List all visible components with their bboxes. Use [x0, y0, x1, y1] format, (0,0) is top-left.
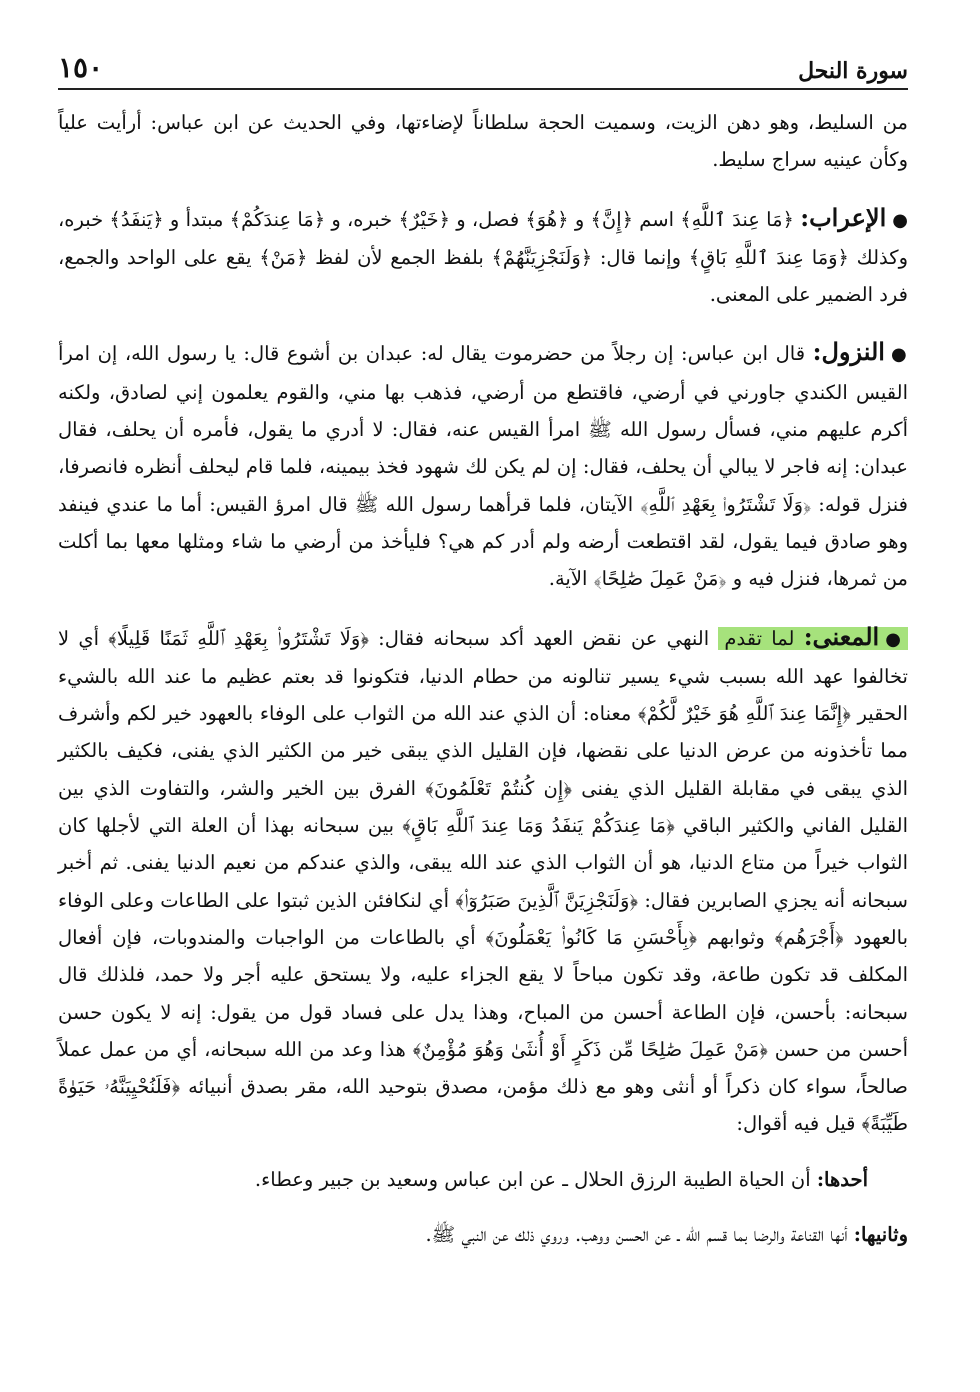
surah-title: سورة النحل [798, 58, 908, 84]
bullet-icon: ● [885, 628, 904, 650]
nuzul-paragraph [58, 333, 908, 597]
nuzul-text: قال ابن عباس: إن رجلاً من حضرموت يقال له: عبدان بن أشوع قال: يا رسول الله، إن امرأ القيس الكندي جاورني في أرضي، فاقتطع من أرضي، فذهب بها مني، والقوم يعلمون إني لصادق، ولكنه أكرم عليهم مني، فسأل رسول الله ﷺ امرأ القيس عنه، فقال: لا أدري ما يقول، فأمره أن يحلف، فقال عبدان: إنه فاجر لا يبالي أن يحلف، فقال: إن لم يكن لك شهود فخذ بيمينه، فلما قام ليحلف أنظره فانصرفا، فنزل قوله: ﴿وَلَا تَشْتَرُوا۟ بِعَهْدِ ٱللَّهِ﴾ الآيتان، فلما قرأهما رسول الله ﷺ قال امرؤ القيس: أما ما عندي فينفد وهو صادق فيما يقول، لقد اقتطعت أرضه ولم أدر كم هي؟ فليأخذ من أرضي ما شاء ومثلها معها بما أكلت من ثمرها، فنزل فيه و ﴿مَنْ عَمِلَ صَٰلِحًا﴾ الآية. [58, 342, 908, 591]
second-text: أنها القناعة والرضا بما قسم الله ـ عن الحسن ووهب. وروي ذلك عن النبي ﷺ. [425, 1223, 848, 1247]
first-label: أحدها: [816, 1167, 868, 1191]
irab-paragraph [58, 199, 908, 314]
maana-highlighted-text: لما تقدم [724, 626, 795, 650]
intro-text: من السليط، وهو دهن الزيت، وسميت الحجة سلطاناً لإضاءتها، وفي الحديث عن ابن عباس: أرأيت علياً وكأن عينيه سراج سليط. [58, 111, 908, 172]
nuzul-label: النزول: [812, 337, 885, 367]
second-label: وثانيها: [853, 1223, 908, 1247]
first-text: أن الحياة الطيبة الرزق الحلال ـ عن ابن عباس وسعيد بن جبير وعطاء. [254, 1167, 811, 1191]
first-opinion [58, 1161, 908, 1198]
bullet-icon: ● [890, 344, 908, 366]
page-header [58, 44, 908, 90]
maana-paragraph [58, 618, 908, 1143]
intro-paragraph [58, 104, 908, 179]
irab-label: الإعراب: [800, 202, 887, 232]
second-opinion [58, 1216, 908, 1253]
maana-highlight [718, 621, 908, 651]
page-number: ١٥٠ [58, 51, 104, 84]
bullet-icon: ● [892, 209, 908, 231]
irab-text: ﴿مَا عِندَ ٱللَّهِ﴾ اسم ﴿إِنَّ﴾ و ﴿هُوَ﴾ فصل، و ﴿خَيْرٌ﴾ خبره، و ﴿مَا عِندَكُمْ﴾ مبتدأ و ﴿يَنفَدُ﴾ خبره، وكذلك ﴿وَمَا عِندَ ٱللَّهِ بَاقٍ﴾ وإنما قال: ﴿وَلَنَجْزِيَنَّهُمْ﴾ بلفظ الجمع لأن لفظ ﴿مَنْ﴾ يقع على الواحد والجمع، فرد الضمير على المعنى. [58, 207, 908, 307]
maana-text: النهي عن نقض العهد أكد سبحانه فقال: ﴿وَلَا تَشْتَرُوا۟ بِعَهْدِ ٱللَّهِ ثَمَنًا قَلِيلًا﴾ أي لا تخالفوا عهد الله بسبب شيء يسير تنالونه من حطام الدنيا، فتكونوا قد بعتم عظيم ما عند الله بالشيء الحقير ﴿إِنَّمَا عِندَ ٱللَّهِ هُوَ خَيْرٌ لَّكُمْ﴾ معناه: أن الذي عند الله من الثواب على الوفاء بالعهود خير لكم وأشرف مما تأخذونه من عرض الدنيا على نقضها، فإن القليل الذي يبقى خير من الكثير الذي يفنى، فكيف بالكثير الذي يبقى في مقابلة القليل الذي يفنى ﴿إِن كُنتُمْ تَعْلَمُونَ﴾ الفرق بين الخير والشر، والتفاوت الذي بين القليل الفاني والكثير الباقي ﴿مَا عِندَكُمْ يَنفَدُ وَمَا عِندَ ٱللَّهِ بَاقٍ﴾ بين سبحانه بهذا أن العلة التي لأجلها كان الثواب خيراً من متاع الدنيا، هو أن الثواب الذي عند الله يبقى، والذي عندكم من نعيم الدنيا يفنى. ثم أخبر سبحانه أنه يجزي الصابرين فقال: ﴿وَلَنَجْزِيَنَّ ٱلَّذِينَ صَبَرُوٓا۟﴾ أي لنكافئن الذين ثبتوا على الطاعات وعلى الوفاء بالعهود ﴿أَجْرَهُم﴾ وثوابهم ﴿بِأَحْسَنِ مَا كَانُوا۟ يَعْمَلُونَ﴾ أي بالطاعات من الواجبات والمندوبات، فإن أفعال المكلف قد تكون طاعة، وقد تكون مباحاً لا يقع الجزاء عليه، ولا يستحق عليه أجر ولا حمد، فلذلك قال سبحانه: بأحسن، فإن الطاعة أحسن من المباح، وهذا يدل على فساد قول من يقول: إنه لا يكون حسن أحسن من حسن ﴿مَنْ عَمِلَ صَٰلِحًا مِّن ذَكَرٍ أَوْ أُنثَىٰ وَهُوَ مُؤْمِنٌ﴾ هذا وعد من الله سبحانه، أي من عمل عملاً صالحاً، سواء كان ذكراً أو أنثى وهو مع ذلك مؤمن، مصدق بتوحيد الله، مقر بصدق أنبيائه ﴿فَلَنُحْيِيَنَّهُۥ حَيَوٰةً طَيِّبَةً﴾ قيل فيه أقوال: [58, 626, 908, 1136]
maana-label: المعنى: [803, 621, 880, 651]
page-body [58, 104, 908, 1273]
